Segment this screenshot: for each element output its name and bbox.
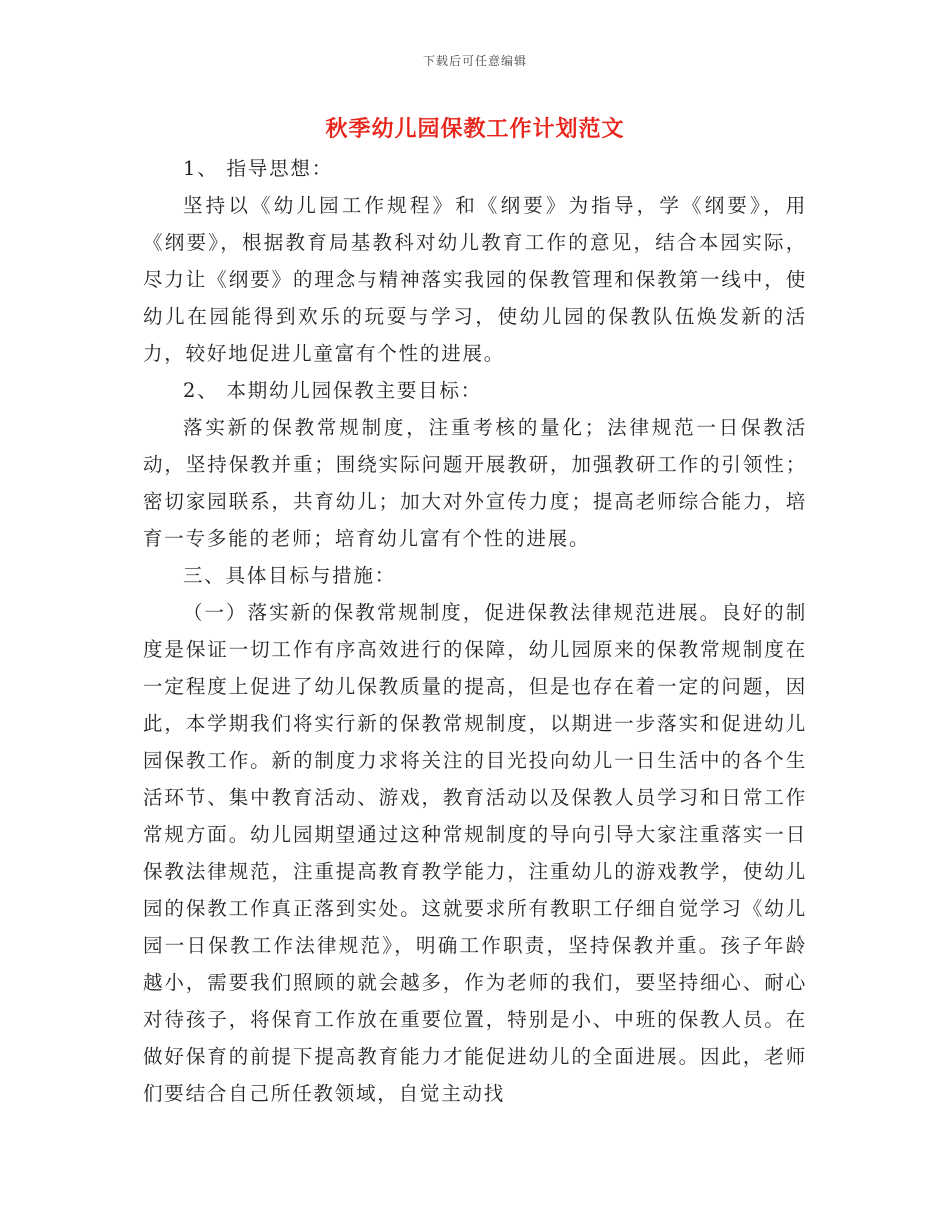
section-heading-guiding-ideology: 1、 指导思想： bbox=[183, 157, 334, 180]
paragraph-measures: （一）落实新的保教常规制度，促进保教法律规范进展。良好的制度是保证一切工作有序高效进行的保障，幼儿园原来的保教常规制度在一定程度上促进了幼儿保教质量的提高，但是也存在着一定的问题，因此，本学期我们将实行新的保教常规制度，以期进一步落实和促进幼儿园保教工作。新的制度力求将关注的目光投向幼儿一日生活中的各个生活环节、集中教育活动、游戏，教育活动以及保教人员学习和日常工作常规方面。幼儿园期望通过这种常规制度的导向引导大家注重落实一日保教法律规范，注重提高教育教学能力，注重幼儿的游戏教学，使幼儿园的保教工作真正落到实处。这就要求所有教职工仔细自觉学习《幼儿园一日保教工作法律规范》，明确工作职责，坚持保教并重。孩子年龄越小，需要我们照顾的就会越多，作为老师的我们，要坚持细心、耐心对待孩子，将保育工作放在重要位置，特别是小、中班的保教人员。在做好保育的前提下提高教育能力才能促进幼儿的全面进展。因此，老师们要结合自己所任教领域，自觉主动找 bbox=[143, 601, 807, 1105]
paragraph-main-goals: 落实新的保教常规制度，注重考核的量化；法律规范一日保教活动，坚持保教并重；围绕实际问题开展教研，加强教研工作的引领性；密切家园联系，共育幼儿；加大对外宣传力度；提高老师综合能力，培育一专多能的老师；培育幼儿富有个性的进展。 bbox=[143, 416, 807, 550]
section-heading-measures: 三、具体目标与措施： bbox=[183, 564, 397, 587]
header-note: 下载后可任意编辑 bbox=[422, 54, 527, 68]
section-heading-main-goals: 2、 本期幼儿园保教主要目标： bbox=[183, 379, 483, 402]
document-body bbox=[143, 150, 807, 1112]
paragraph-guiding-ideology: 坚持以《幼儿园工作规程》和《纲要》为指导，学《纲要》，用《纲要》，根据教育局基教科对幼儿教育工作的意见，结合本园实际，尽力让《纲要》的理念与精神落实我园的保教管理和保教第一线中，使幼儿在园能得到欢乐的玩耍与学习，使幼儿园的保教队伍焕发新的活力，较好地促进儿童富有个性的进展。 bbox=[143, 194, 807, 365]
document-title: 秋季幼儿园保教工作计划范文 bbox=[325, 116, 625, 142]
